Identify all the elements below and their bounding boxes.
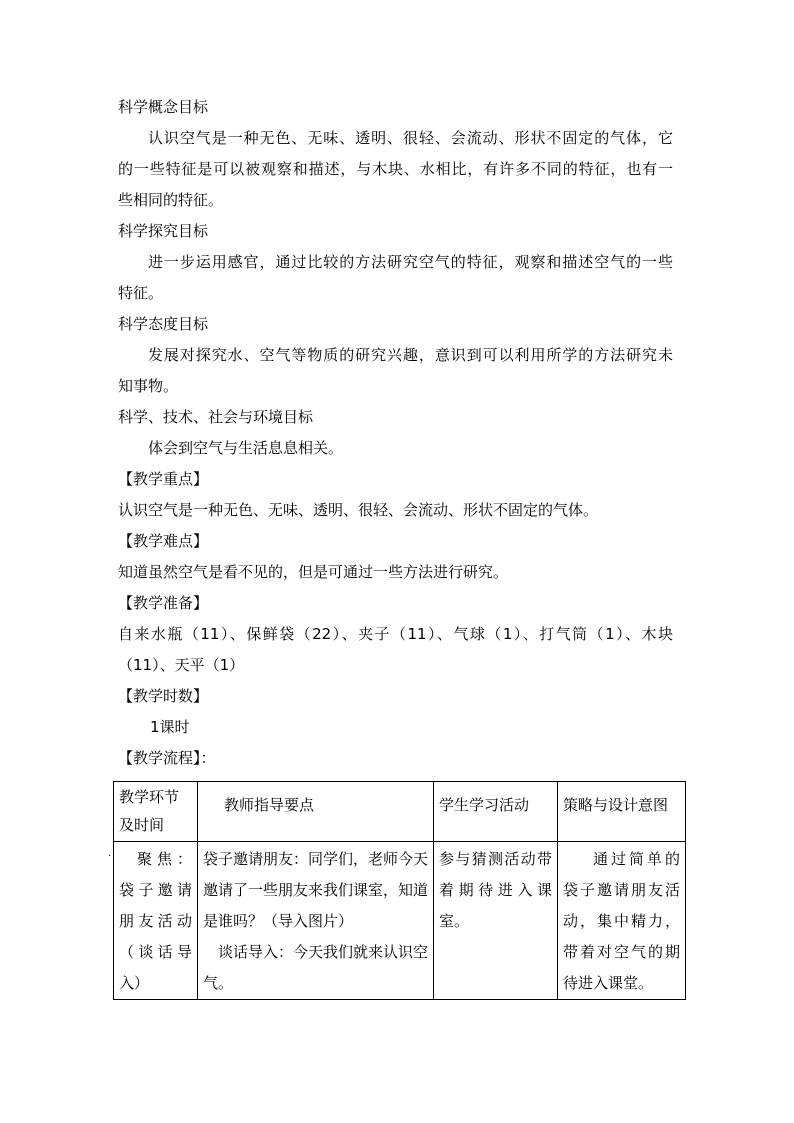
teacher-para-2: 谈话导入：今天我们就来认识空气。 xyxy=(203,943,429,992)
inquiry-line-2: 特征。 xyxy=(118,284,164,302)
flow-heading: 【教学流程】： xyxy=(118,749,216,767)
sts-heading: 科学、技术、社会与环境目标 xyxy=(118,408,314,426)
difficulty-text: 知道虽然空气是看不见的，但是可通过一些方法进行研究。 xyxy=(118,563,509,581)
prep-line-2: （11）、天平（1） xyxy=(118,656,245,674)
prep-heading: 【教学准备】 xyxy=(118,594,209,612)
stage-cell: 聚焦：袋子邀请朋友活动（谈话导入） xyxy=(114,842,198,1000)
concept-line-1: 认识空气是一种无色、无味、透明、很轻、会流动、形状不固定的气体，它 xyxy=(148,129,673,147)
key-text: 认识空气是一种无色、无味、透明、很轻、会流动、形状不固定的气体。 xyxy=(118,501,599,519)
attitude-heading: 科学态度目标 xyxy=(118,315,209,333)
prep-line-1: 自来水瓶（11）、保鲜袋（22）、夹子（11）、气球（1）、打气筒（1）、木块 xyxy=(118,625,673,643)
concept-heading: 科学概念目标 xyxy=(118,98,209,116)
difficulty-heading: 【教学难点】 xyxy=(118,532,209,550)
header-cell-teacher: 教师指导要点 xyxy=(198,782,434,842)
intent-cell: 通过简单的袋子邀请朋友活动，集中精力，带着对空气的期待进入课堂。 xyxy=(558,842,686,1000)
concept-line-3: 些相同的特征。 xyxy=(118,191,224,209)
table-header-row xyxy=(114,782,686,842)
time-heading: 【教学时数】 xyxy=(118,687,209,705)
table-row xyxy=(114,842,686,1000)
lesson-flow-table xyxy=(113,781,686,1000)
key-heading: 【教学重点】 xyxy=(118,470,209,488)
attitude-line-1: 发展对探究水、空气等物质的研究兴趣，意识到可以利用所学的方法研究未 xyxy=(148,346,673,364)
header-cell-stage: 教学环节及时间 xyxy=(114,782,198,842)
sts-line-1: 体会到空气与生活息息相关。 xyxy=(148,439,344,457)
time-text: 1课时 xyxy=(150,718,190,736)
student-cell: 参与猜测活动带着期待进入课室。 xyxy=(434,842,558,1000)
teacher-cell xyxy=(198,842,434,1000)
attitude-line-2: 知事物。 xyxy=(118,377,179,395)
teacher-para-1: 袋子邀请朋友：同学们，老师今天邀请了一些朋友来我们课室，知道是谁吗？（导入图片） xyxy=(203,850,429,930)
inquiry-heading: 科学探究目标 xyxy=(118,222,209,240)
header-cell-intent: 策略与设计意图 xyxy=(558,782,686,842)
header-cell-student: 学生学习活动 xyxy=(434,782,558,842)
inquiry-line-1: 进一步运用感官，通过比较的方法研究空气的特征，观察和描述空气的一些 xyxy=(148,253,673,271)
concept-line-2: 的一些特征是可以被观察和描述，与木块、水相比，有许多不同的特征，也有一 xyxy=(118,160,673,178)
margin-mark: · xyxy=(108,851,112,862)
